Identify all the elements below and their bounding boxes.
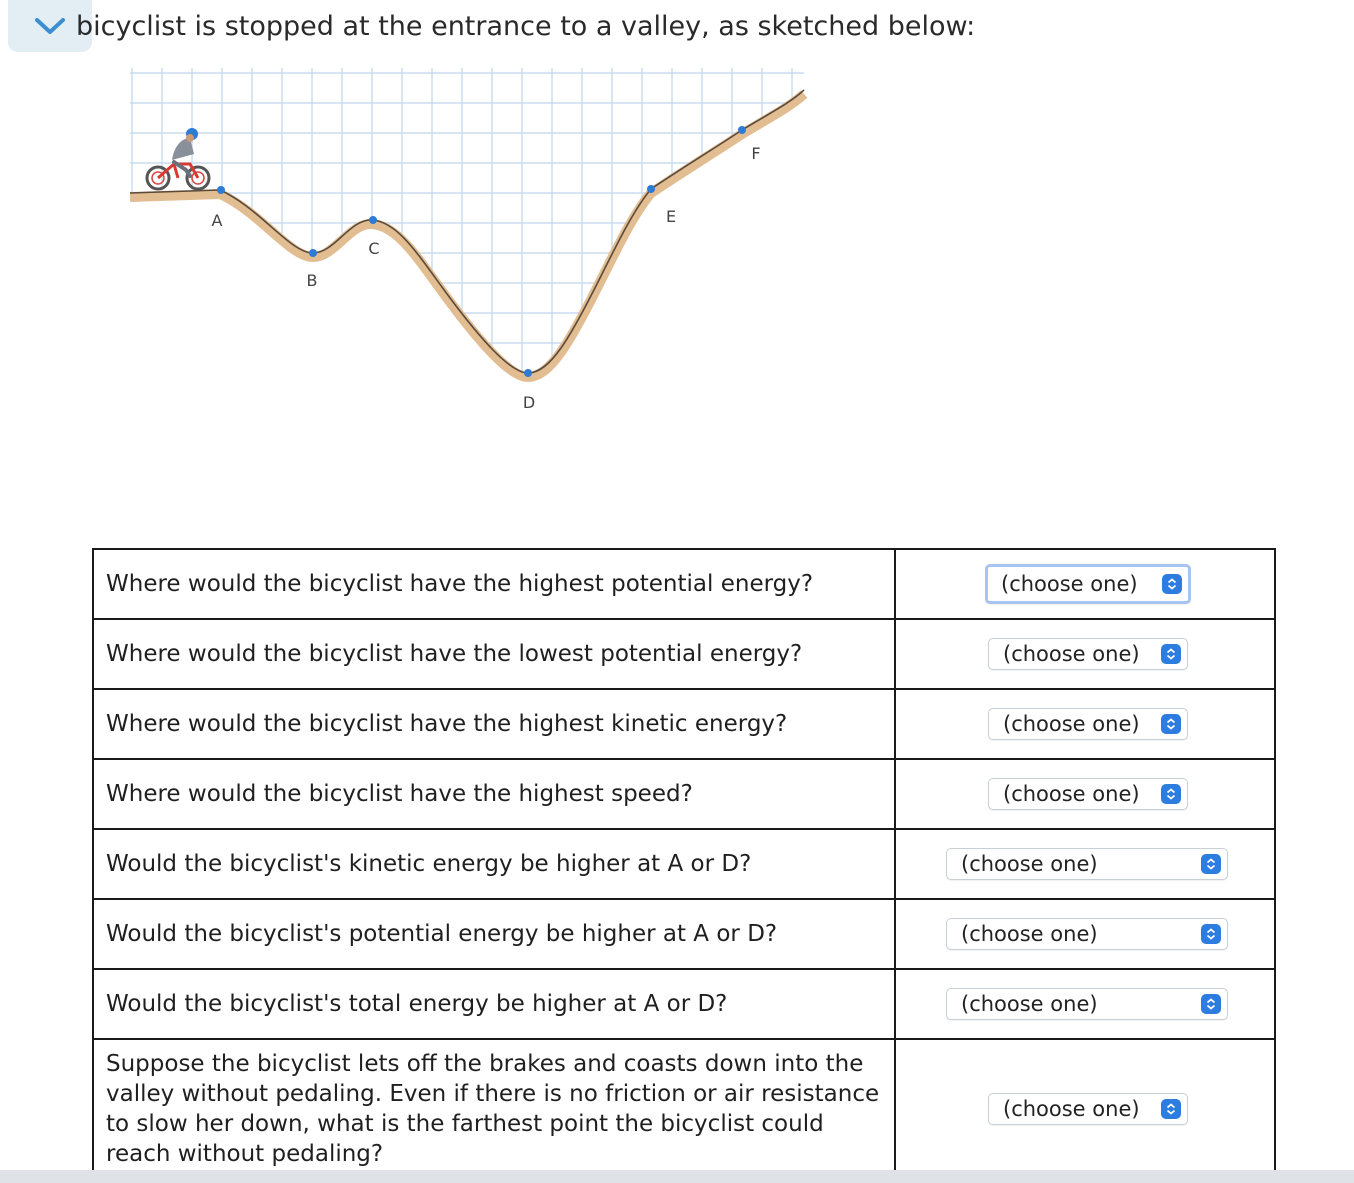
- table-row: [93, 689, 1275, 759]
- point-label-C: C: [368, 239, 380, 258]
- table-row: [93, 829, 1275, 899]
- select-value: (choose one): [1003, 712, 1140, 736]
- answer-select[interactable]: [985, 564, 1191, 604]
- updown-arrows-icon: [1162, 574, 1182, 594]
- answer-select[interactable]: [988, 638, 1188, 670]
- updown-arrows-icon: [1161, 1099, 1181, 1119]
- question-cell: Would the bicyclist's total energy be higher at A or D?: [93, 969, 895, 1039]
- table-row: [93, 549, 1275, 619]
- grid: [130, 68, 810, 418]
- answer-select[interactable]: [946, 848, 1228, 880]
- ground-band: [130, 94, 804, 377]
- answer-cell: [895, 759, 1275, 829]
- point-label-D: D: [522, 393, 536, 412]
- table-row: [93, 899, 1275, 969]
- intro-text: bicyclist is stopped at the entrance to a valley, as sketched below:: [76, 11, 976, 42]
- answer-cell: [895, 899, 1275, 969]
- answer-select[interactable]: [946, 918, 1228, 950]
- question-cell: Where would the bicyclist have the lowest potential energy?: [93, 619, 895, 689]
- table-row: [93, 1039, 1275, 1179]
- answer-select[interactable]: [988, 778, 1188, 810]
- updown-arrows-icon: [1201, 854, 1221, 874]
- answer-cell: [895, 619, 1275, 689]
- updown-arrows-icon: [1161, 644, 1181, 664]
- answer-select[interactable]: [988, 1093, 1188, 1125]
- answer-cell: [895, 969, 1275, 1039]
- point-F-marker: [738, 126, 746, 134]
- bicyclist-icon: [147, 128, 209, 189]
- question-table: [92, 548, 1276, 1180]
- point-E-marker: [647, 185, 655, 193]
- answer-cell: [895, 689, 1275, 759]
- point-C-marker: [369, 216, 377, 224]
- answer-cell: [895, 549, 1275, 619]
- question-cell: Where would the bicyclist have the highest kinetic energy?: [93, 689, 895, 759]
- updown-arrows-icon: [1201, 994, 1221, 1014]
- select-value: (choose one): [961, 852, 1098, 876]
- point-label-B: B: [306, 271, 318, 290]
- point-A-marker: [217, 186, 225, 194]
- updown-arrows-icon: [1201, 924, 1221, 944]
- chevron-down-icon: [33, 15, 67, 37]
- select-value: (choose one): [1001, 572, 1138, 596]
- point-label-A: A: [211, 211, 223, 230]
- horizontal-scrollbar[interactable]: [0, 1170, 1354, 1183]
- select-value: (choose one): [961, 922, 1098, 946]
- answer-cell: [895, 1039, 1275, 1179]
- point-label-F: F: [751, 144, 761, 163]
- question-cell: Where would the bicyclist have the highest potential energy?: [93, 549, 895, 619]
- select-value: (choose one): [1003, 642, 1140, 666]
- point-B-marker: [309, 249, 317, 257]
- question-intro: [70, 8, 1170, 46]
- point-label-E: E: [665, 207, 677, 226]
- question-cell: Would the bicyclist's kinetic energy be higher at A or D?: [93, 829, 895, 899]
- answer-select[interactable]: [946, 988, 1228, 1020]
- valley-diagram: [130, 68, 810, 418]
- select-value: (choose one): [1003, 782, 1140, 806]
- select-value: (choose one): [961, 992, 1098, 1016]
- valley-figure: [130, 68, 810, 418]
- table-row: [93, 619, 1275, 689]
- select-value: (choose one): [1003, 1097, 1140, 1121]
- question-cell: Where would the bicyclist have the highest speed?: [93, 759, 895, 829]
- table-row: [93, 759, 1275, 829]
- question-cell: Suppose the bicyclist lets off the brakes and coasts down into the valley without pedaling. Even if there is no friction or air resistance to slow her down, what is the farthest point the bicyclist could reach without pedaling?: [93, 1039, 895, 1179]
- answer-select[interactable]: [988, 708, 1188, 740]
- updown-arrows-icon: [1161, 714, 1181, 734]
- point-D-marker: [524, 369, 532, 377]
- question-cell: Would the bicyclist's potential energy be higher at A or D?: [93, 899, 895, 969]
- table-row: [93, 969, 1275, 1039]
- answer-cell: [895, 829, 1275, 899]
- updown-arrows-icon: [1161, 784, 1181, 804]
